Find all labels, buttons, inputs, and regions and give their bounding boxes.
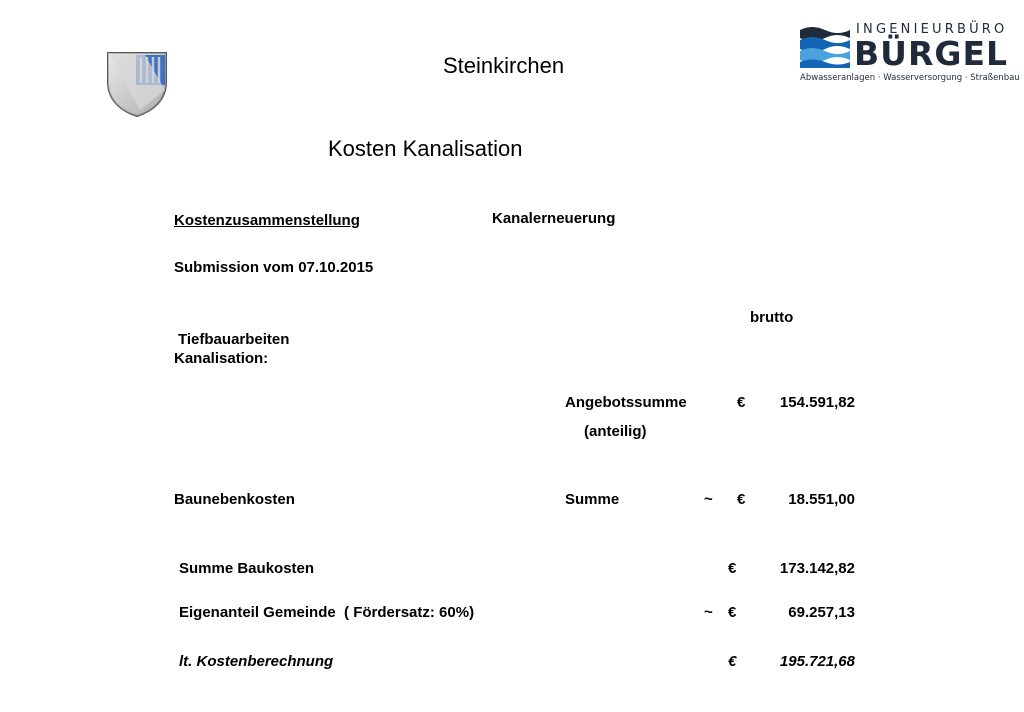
row-angebotssumme-currency: € [737,394,746,411]
row-summe-baukosten-amount: 173.142,82 [779,560,855,577]
logo-tagline: Abwasseranlagen · Wasserversorgung · Straßenbau [800,73,1020,83]
row-baunebenkosten-sublabel: Summe [565,491,620,508]
row-kostenberechnung-currency: € [728,653,737,670]
place-title: Steinkirchen [443,53,565,78]
row-angebotssumme-amount: 154.591,82 [779,394,855,411]
row-eigenanteil-currency: € [728,604,737,621]
row-baunebenkosten-currency: € [737,491,746,508]
row-kostenberechnung-amount: 195.721,68 [779,653,855,670]
coat-of-arms [105,50,169,118]
logo-name: BÜRGEL [854,34,1009,73]
submission-date: Submission vom 07.10.2015 [174,259,374,276]
row-kostenberechnung-label: lt. Kostenberechnung [179,653,334,670]
coat-of-arms-icon [105,50,169,118]
logo-top-line: INGENIEURBÜRO [856,22,1008,37]
company-logo [800,20,1020,86]
summary-heading: Kostenzusammenstellung [174,212,360,229]
section-label-line2: Kanalisation: [174,350,269,367]
page-title: Kosten Kanalisation [328,136,523,161]
row-eigenanteil-approx: ~ [704,604,713,621]
row-eigenanteil-amount: 69.257,13 [788,604,855,621]
wave-logo-icon [800,22,850,68]
row-angebotssumme-label: Angebotssumme [565,394,687,411]
row-baunebenkosten-label: Baunebenkosten [174,491,295,508]
row-summe-baukosten-label: Summe Baukosten [179,560,315,577]
row-baunebenkosten-amount: 18.551,00 [788,491,855,508]
column-label-brutto: brutto [750,309,794,326]
row-angebotssumme-sublabel: (anteilig) [584,423,647,440]
row-eigenanteil-label: Eigenanteil Gemeinde ( Fördersatz: 60%) [179,604,475,621]
row-baunebenkosten-approx: ~ [704,491,713,508]
project-name: Kanalerneuerung [492,210,616,227]
row-summe-baukosten-currency: € [728,560,737,577]
section-label-line1: Tiefbauarbeiten [178,331,290,348]
